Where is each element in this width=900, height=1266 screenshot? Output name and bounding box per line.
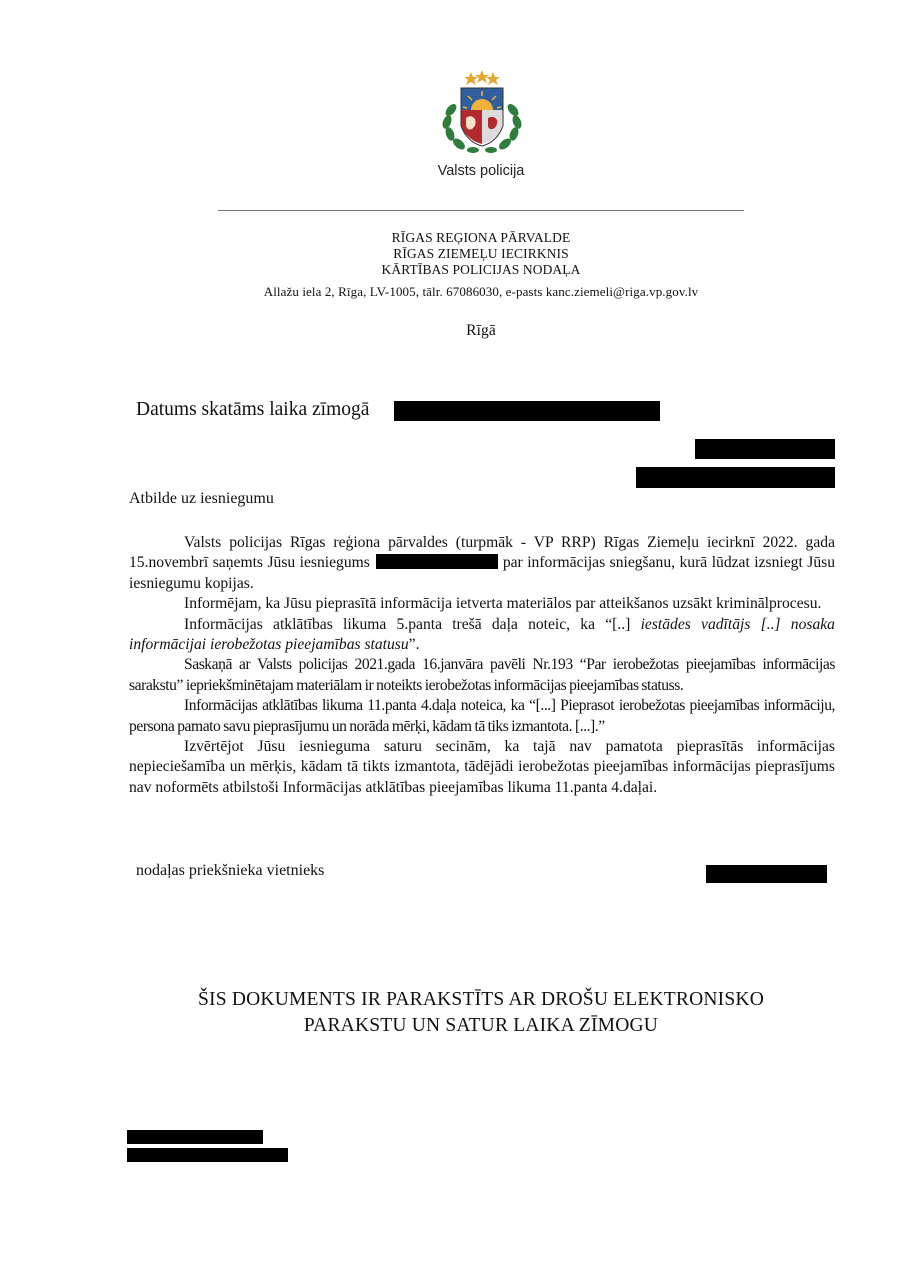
signature-notice-line-1: ŠIS DOKUMENTS IR PARAKSTĪTS AR DROŠU ELEKTRONISKO [198,989,764,1010]
header-divider [218,210,744,211]
paragraph-law-article-11: Informācijas atklātības likuma 11.panta 4.daļa noteica, ka “[...] Pieprasot ierobežotas pieejamības informāciju, persona pamato savu pieprasījumu un norāda mērķi, kādam tā tiks izmantota. [...].” [129,697,835,735]
redacted-author-name [127,1130,263,1144]
redacted-author-contact [127,1148,288,1162]
signatory-title: nodaļas priekšnieka vietnieks [136,862,325,879]
header-line-region: RĪGAS REĢIONA PĀRVALDE [391,230,571,245]
header-address: Allažu iela 2, Rīga, LV-1005, tālr. 67086030, e-pasts kanc.ziemeli@riga.vp.gov.lv [263,284,699,299]
place-of-issue: Rīgā [466,322,496,339]
redacted-submission-reference [376,554,498,569]
signature-notice-line-2: PARAKSTU UN SATUR LAIKA ZĪMOGU [303,1015,659,1036]
coat-of-arms-icon [437,70,527,156]
paragraph-information-location: Informējam, ka Jūsu pieprasītā informācija ietverta materiālos par atteikšanos uzsākt kriminālprocesu. [184,595,822,613]
paragraph-conclusion: Izvērtējot Jūsu iesnieguma saturu secinām, ka tajā nav pamatota pieprasītās informācijas nepieciešamība un mērķis, kādam tā tikts izmantota, tādējādi ierobežotas pieejamības informācijas pieprasījums nav noformēts atbilstoši Informācijas atklātības pieejamības likuma 11.panta 4.daļai. [129,738,835,796]
date-line: Datums skatāms laika zīmogā [136,399,370,420]
paragraph-law-article-5: Informācijas atklātības likuma 5.panta trešā daļa noteic, ka “[..] iestādes vadītājs [..] nosaka informācijai ierobežotas pieejamības statusu”. [129,615,835,654]
header-line-district: RĪGAS ZIEMEĻU IECIRKNIS [393,246,569,261]
agency-name: Valsts policija [437,163,525,179]
subject-line: Atbilde uz iesniegumu [129,490,274,507]
redacted-signatory-name [706,865,827,883]
redacted-registration-number [394,401,660,421]
header-line-department: KĀRTĪBAS POLICIJAS NODAĻA [381,262,581,277]
redacted-recipient-name [695,439,835,459]
paragraph-receipt: Valsts policijas Rīgas reģiona pārvaldes (turpmāk - VP RRP) Rīgas Ziemeļu iecirknī 2022. gada 15.novembrī saņemts Jūsu iesniegums par informācijas sniegšanu, kurā lūdzat izsniegt Jūsu iesniegumu kopijas. [129,534,835,592]
paragraph-police-order: Saskaņā ar Valsts policijas 2021.gada 16.janvāra pavēli Nr.193 “Par ierobežotas pieejamības informācijas sarakstu” iepriekšminētajam materiālam ir noteikts ierobežotas informācijas pieejamības statuss. [129,656,835,694]
redacted-recipient-address [636,467,835,488]
letter-body [129,533,835,798]
